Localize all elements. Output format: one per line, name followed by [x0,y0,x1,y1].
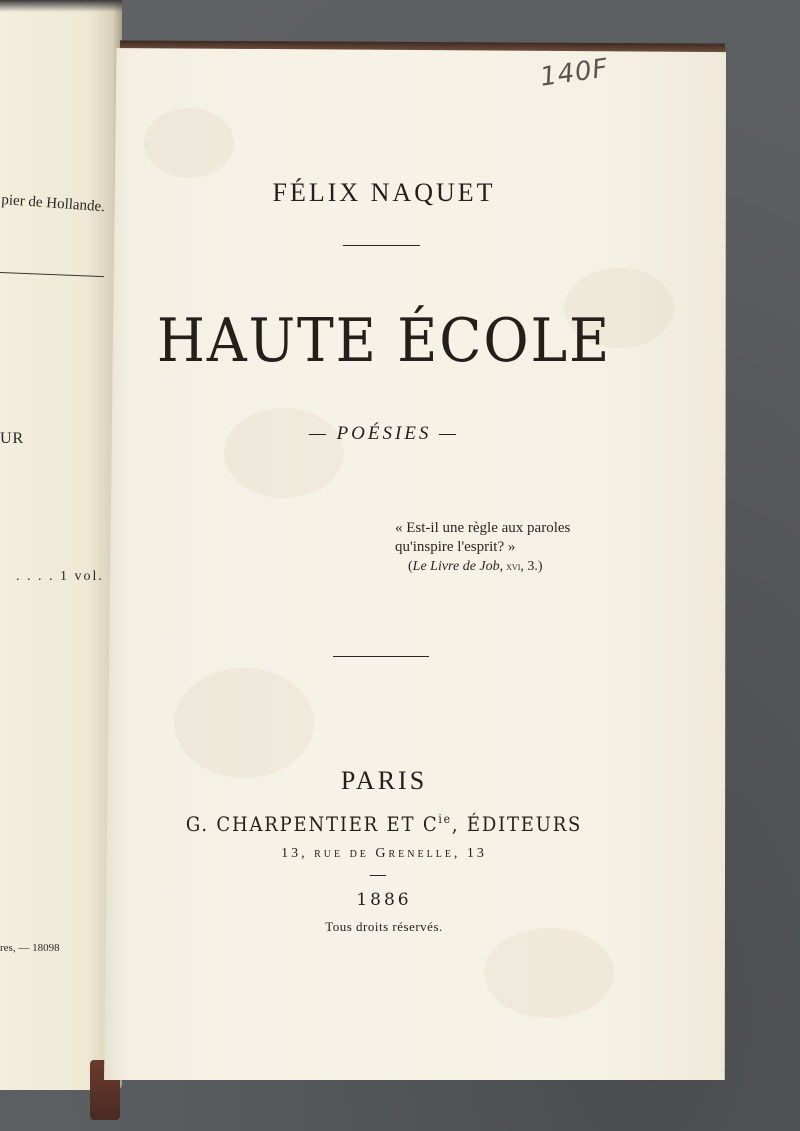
divider-rule-bottom [333,656,429,657]
epigraph-source-rest: , 3.) [520,559,543,574]
left-page-line-hollande: pier de Hollande. [0,192,106,216]
left-page-line-ur: UR [0,430,25,447]
left-page-line-res: res, — 18098 [0,942,60,954]
paper-spot [174,668,314,778]
left-page-line-vol: . . . . 1 vol. [16,569,104,584]
divider-rule-top [343,245,420,246]
publisher-sup: ie [438,812,452,826]
epigraph-source [408,557,570,576]
publisher [132,812,636,836]
paper-spot [484,928,614,1018]
paper-spot [224,408,344,498]
epigraph-source-ref: xvi [503,559,521,573]
rights-statement: Tous droits réservés. [325,919,443,934]
epigraph-source-title: Le Livre de Job, [412,559,504,574]
left-page-top-shadow [0,0,122,12]
publisher-tail: , ÉDITEURS [451,812,583,836]
epigraph-line-2: qu'inspire l'esprit? » [395,539,516,555]
author-name: FÉLIX NAQUET [272,178,496,207]
book-title: HAUTE ÉCOLE [156,306,612,376]
book-subtitle: — POÉSIES — [308,423,460,444]
handwritten-price: 140F [538,53,611,93]
epigraph-source-open: ( [408,559,413,574]
publication-city: PARIS [340,766,428,795]
paper-spot [144,108,234,178]
left-page-rule [0,272,104,277]
short-dash [370,875,386,876]
publisher-address: 13, rue de Grenelle, 13 [281,846,487,861]
publisher-main: G. CHARPENTIER ET C [185,812,439,836]
publication-year: 1886 [356,890,412,910]
epigraph-line-1: « Est-il une règle aux paroles [395,520,571,536]
epigraph [395,519,570,576]
